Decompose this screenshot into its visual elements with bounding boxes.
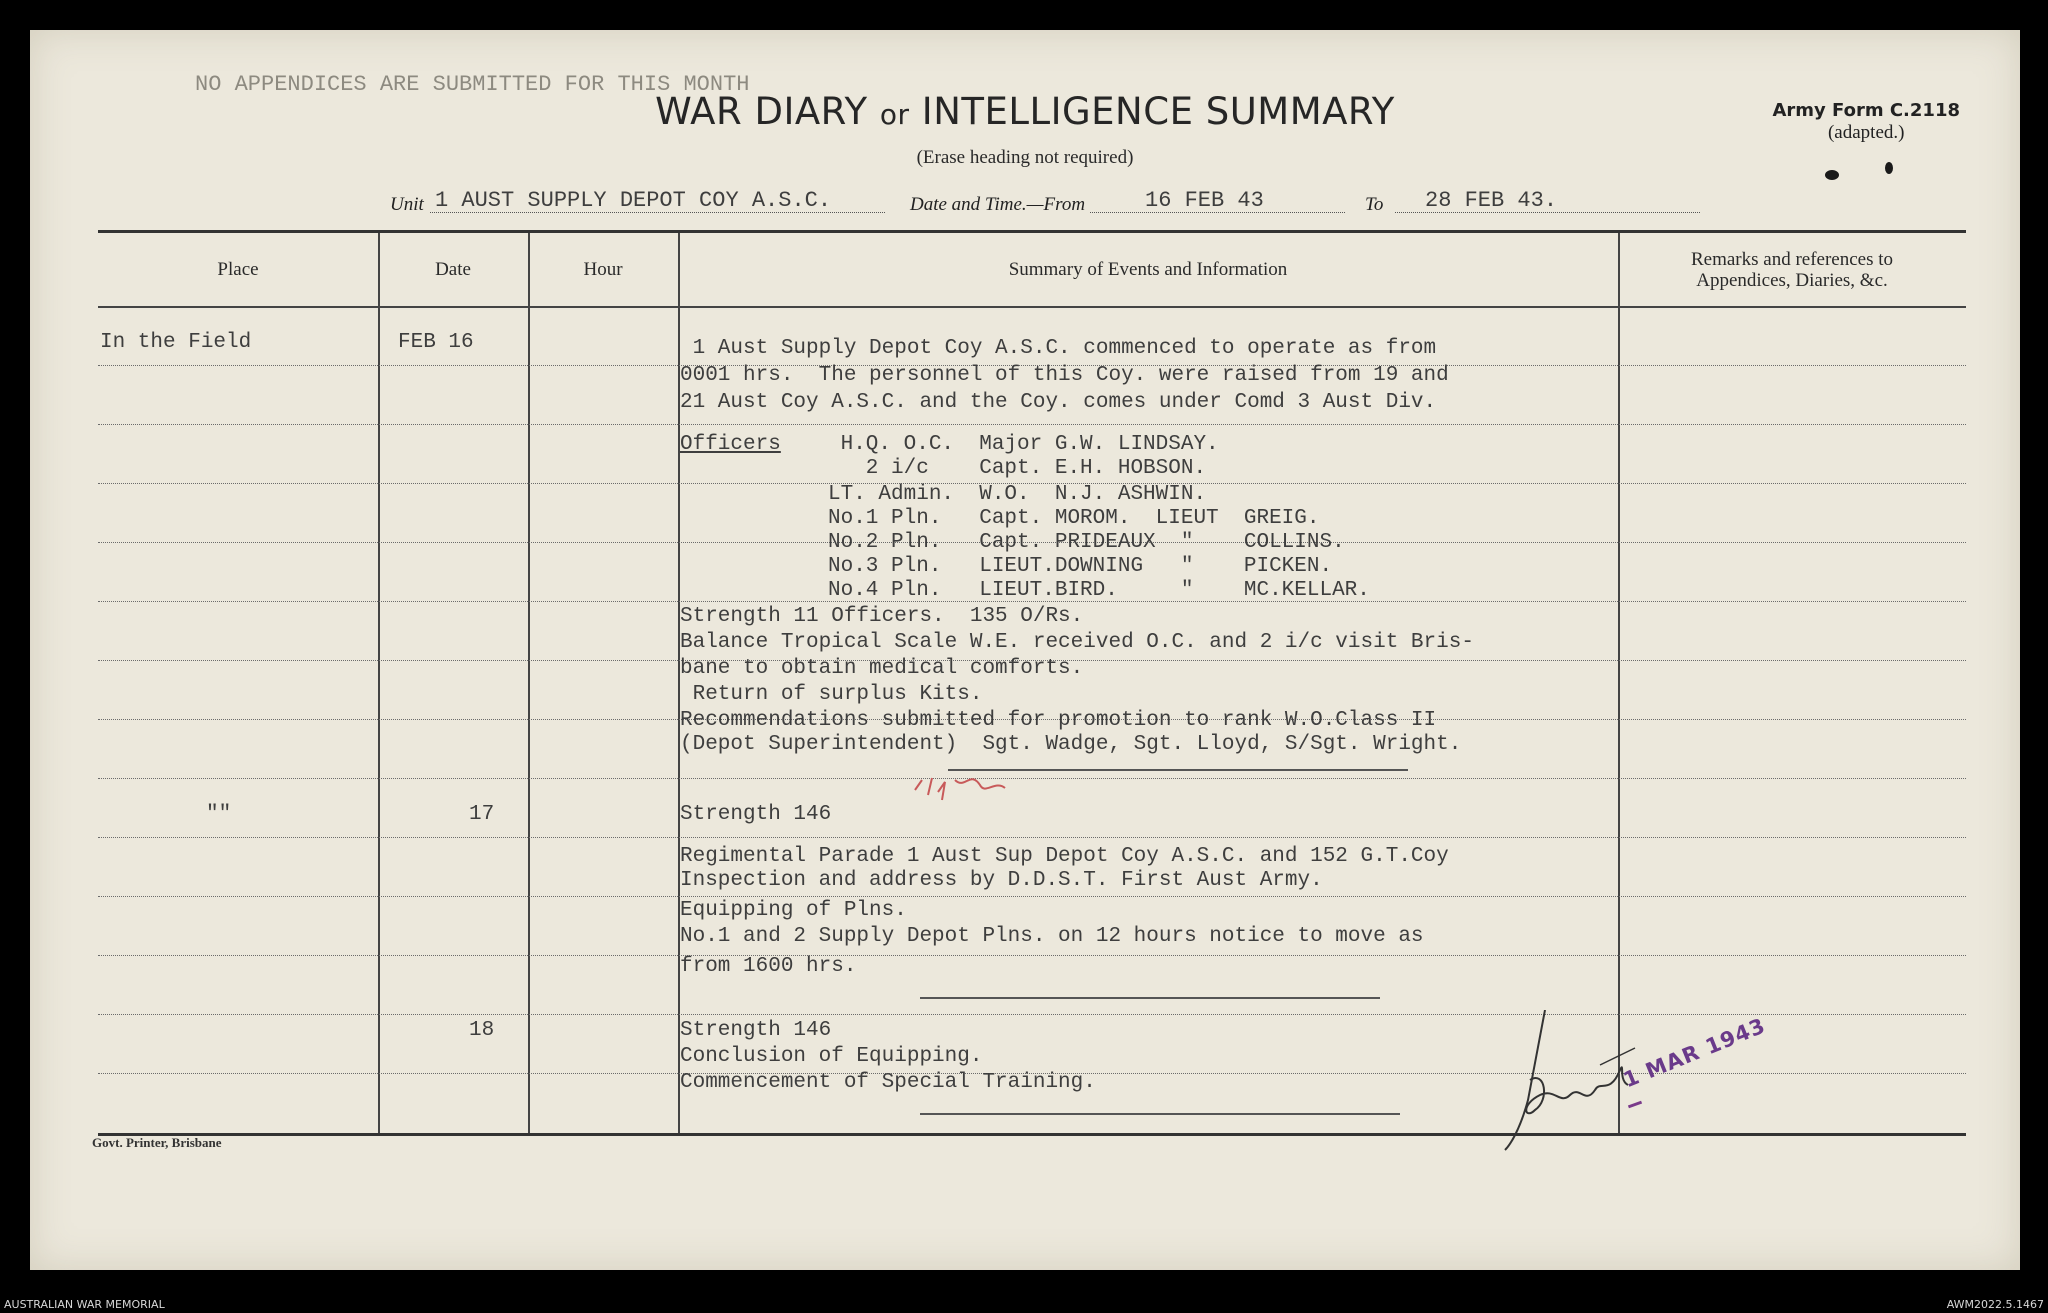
page-title — [30, 90, 2020, 133]
officer-line: H.Q. O.C. Major G.W. LINDSAY. — [828, 433, 1219, 456]
entry-separator — [948, 769, 1408, 771]
entry-date: 18 — [469, 1019, 495, 1042]
summary-line: Commencement of Special Training. — [680, 1071, 1096, 1094]
summary-line: Strength 146 — [680, 1019, 832, 1042]
summary-line: Regimental Parade 1 Aust Sup Depot Coy A.S.C. and 152 G.T.Coy — [680, 845, 1449, 868]
entry-place: In the Field — [100, 331, 252, 354]
army-form-number: Army Form C.2118 — [1772, 100, 1960, 121]
officer-line: No.2 Pln. Capt. PRIDEAUX " COLLINS. — [828, 531, 1345, 554]
date-from: 16 FEB 43 — [1145, 188, 1264, 213]
entry-date: 17 — [469, 803, 495, 826]
summary-line: No.1 and 2 Supply Depot Plns. on 12 hours notice to move as — [680, 925, 1424, 948]
summary-line: bane to obtain medical comforts. — [680, 657, 1084, 680]
summary-line: (Depot Superintendent) Sgt. Wadge, Sgt. Lloyd, S/Sgt. Wright. — [680, 733, 1462, 756]
army-form-block — [1772, 100, 1960, 144]
red-pencil-mark — [910, 760, 1010, 810]
army-form-note: (adapted.) — [1827, 122, 1905, 143]
remarks-header-line-2: Appendices, Diaries, &c. — [1696, 269, 1888, 291]
officer-line: 2 i/c Capt. E.H. HOBSON. — [828, 457, 1207, 480]
summary-line: Balance Tropical Scale W.E. received O.C. and 2 i/c visit Bris- — [680, 631, 1474, 654]
entry-place-ditto: "" — [206, 803, 232, 826]
date-stamp: 1 MAR 1943 — [1620, 1013, 1770, 1093]
title-or: or — [879, 98, 910, 131]
title-intelligence-summary: INTELLIGENCE SUMMARY — [921, 90, 1395, 133]
unit-line — [390, 188, 1700, 216]
summary-line: Inspection and address by D.D.S.T. First Aust Army. — [680, 869, 1323, 892]
printer-imprint: Govt. Printer, Brisbane — [92, 1135, 222, 1150]
officer-line: No.3 Pln. LIEUT.DOWNING " PICKEN. — [828, 555, 1333, 578]
diary-page — [30, 30, 2020, 1270]
archive-reference: AWM2022.5.1467 — [1946, 1298, 2044, 1311]
summary-line: Recommendations submitted for promotion to rank W.O.Class II — [680, 709, 1437, 732]
remarks-header-line-1: Remarks and references to — [1690, 248, 1894, 270]
diary-table — [98, 230, 1966, 1136]
date-label: Date and Time.—From — [910, 194, 1086, 215]
summary-line: 1 Aust Supply Depot Coy A.S.C. commenced to operate as from — [680, 337, 1437, 360]
entry-separator — [920, 1113, 1400, 1115]
summary-line: Strength 146 — [680, 803, 832, 826]
column-header-remarks — [1618, 233, 1966, 306]
summary-line: 21 Aust Coy A.S.C. and the Coy. comes under Comd 3 Aust Div. — [680, 391, 1437, 414]
page-subtitle: (Erase heading not required) — [916, 147, 1134, 168]
punch-mark — [1885, 162, 1893, 174]
no-appendices-note: NO APPENDICES ARE SUBMITTED FOR THIS MONTH — [195, 72, 750, 97]
summary-line: Equipping of Plns. — [680, 899, 907, 922]
archive-caption: AUSTRALIAN WAR MEMORIAL — [4, 1298, 165, 1311]
column-header-hour: Hour — [583, 259, 623, 280]
summary-line: from 1600 hrs. — [680, 955, 857, 978]
column-header-place: Place — [217, 259, 259, 280]
unit-value: 1 AUST SUPPLY DEPOT COY A.S.C. — [435, 188, 832, 213]
officer-line: LT. Admin. W.O. N.J. ASHWIN. — [828, 483, 1207, 506]
date-to: 28 FEB 43. — [1425, 188, 1558, 213]
summary-line: Strength 11 Officers. 135 O/Rs. — [680, 605, 1084, 628]
column-header-date: Date — [435, 259, 471, 280]
entry-date: FEB 16 — [398, 331, 474, 354]
table-header — [98, 233, 1966, 308]
officer-line: No.1 Pln. Capt. MOROM. LIEUT GREIG. — [828, 507, 1320, 530]
summary-line: Return of surplus Kits. — [680, 683, 983, 706]
summary-line: 0001 hrs. The personnel of this Coy. were raised from 19 and — [680, 364, 1449, 387]
column-header-summary: Summary of Events and Information — [1008, 259, 1288, 280]
punch-mark — [1825, 170, 1839, 180]
unit-label: Unit — [390, 194, 424, 215]
officers-label: Officers — [680, 433, 781, 456]
entry-separator — [920, 997, 1380, 999]
to-label: To — [1365, 194, 1384, 215]
officer-line: No.4 Pln. LIEUT.BIRD. " MC.KELLAR. — [828, 579, 1370, 602]
summary-line: Conclusion of Equipping. — [680, 1045, 983, 1068]
title-war-diary: WAR DIARY — [655, 90, 868, 133]
